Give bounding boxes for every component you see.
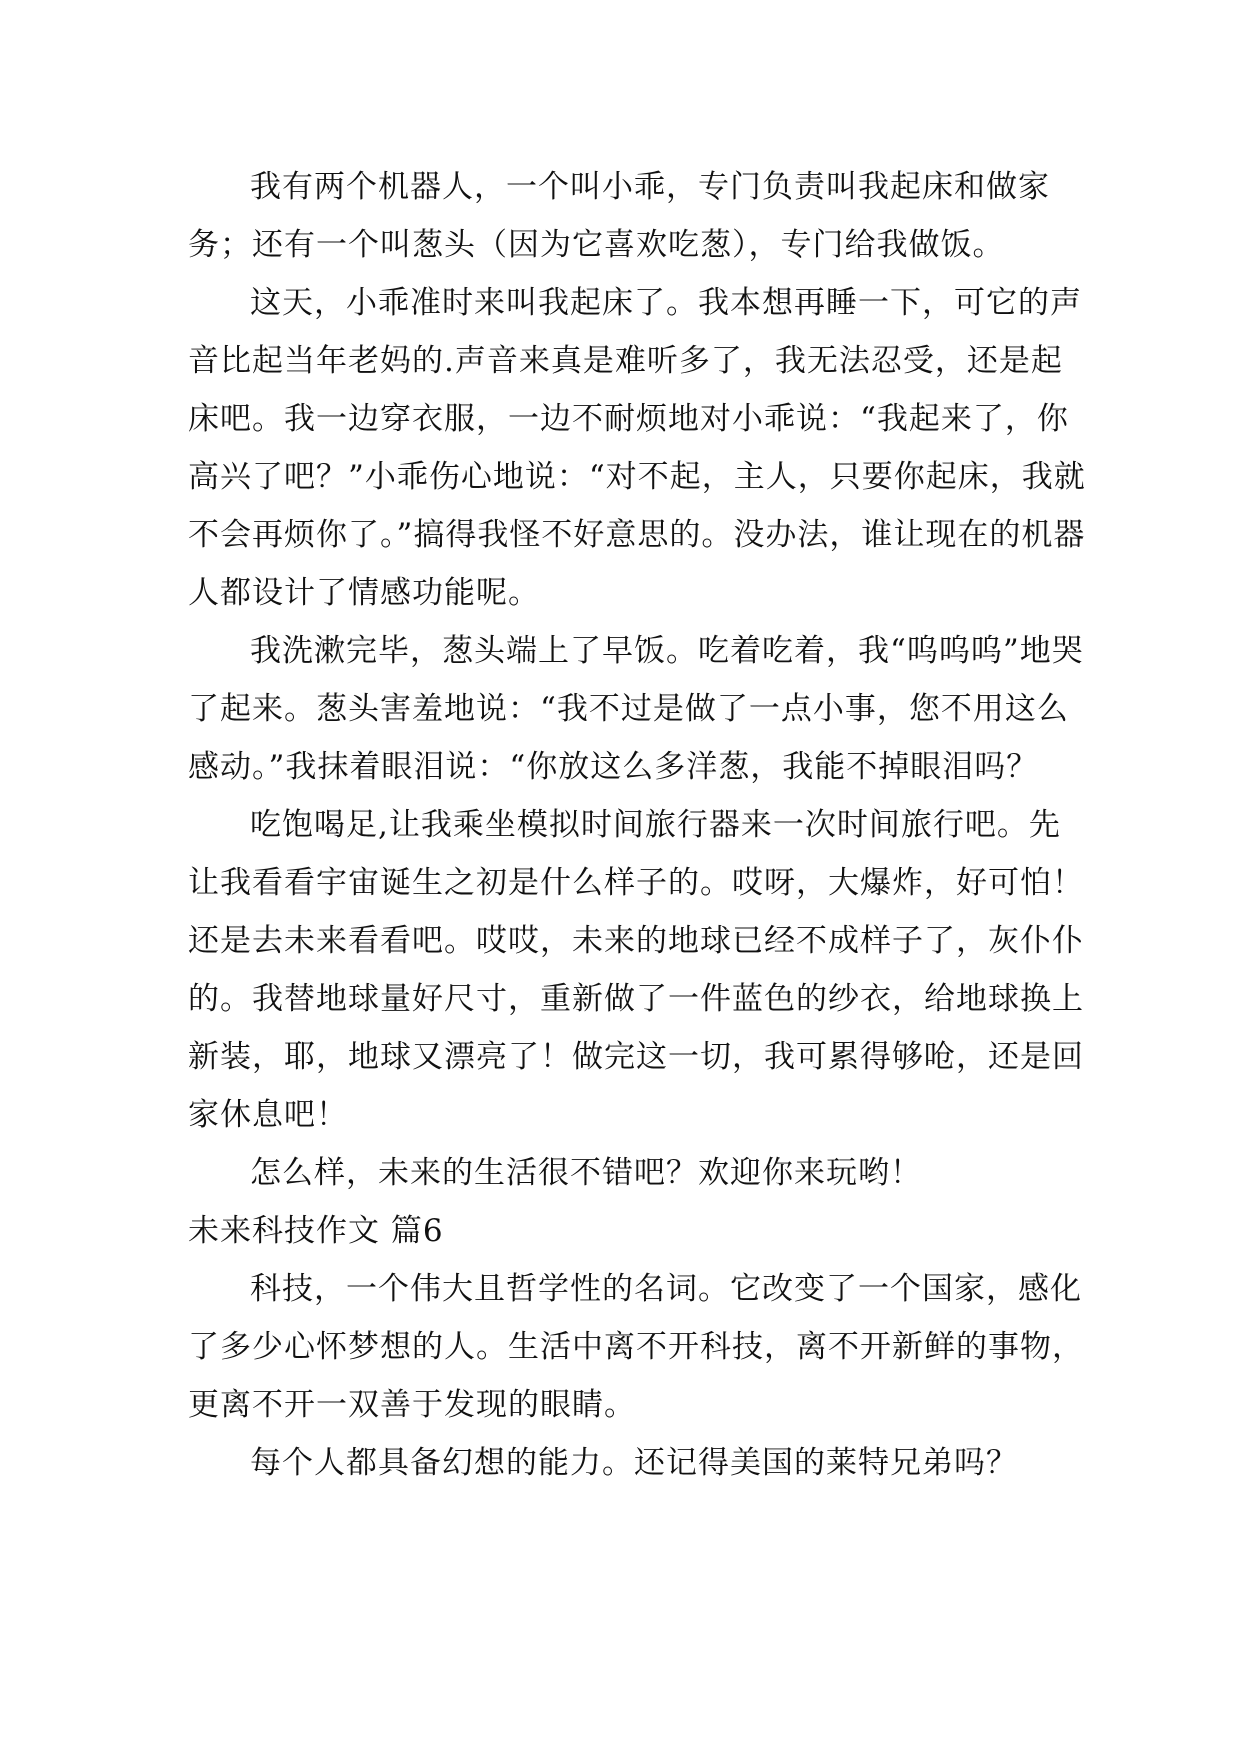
paragraph-conclusion: 怎么样，未来的生活很不错吧？欢迎你来玩哟！ <box>250 1155 922 1191</box>
paragraph-time-travel: 吃饱喝足,让我乘坐模拟时间旅行器来一次时间旅行吧。先让我看看宇宙诞生之初是什么样子的。哎呀，大爆炸，好可怕！还是去未来看看吧。哎哎，未来的地球已经不成样子了，灰仆仆的。我替地球量好尺寸，重新做了一件蓝色的纱衣，给地球换上新装，耶，地球又漂亮了！做完这一切，我可累得够呛，还是回家休息吧！ <box>188 807 1084 1133</box>
paragraph-breakfast: 我洗漱完毕，葱头端上了早饭。吃着吃着，我“呜呜呜”地哭了起来。葱头害羞地说：“我不过是做了一点小事，您不用这么感动。”我抹着眼泪说：“你放这么多洋葱，我能不掉眼泪吗？ <box>188 633 1084 785</box>
section-heading: 未来科技作文 篇6 <box>188 1213 444 1249</box>
document-body <box>188 158 1088 1492</box>
paragraph-wake-up: 这天，小乖准时来叫我起床了。我本想再睡一下，可它的声音比起当年老妈的.声音来真是难听多了，我无法忍受，还是起床吧。我一边穿衣服，一边不耐烦地对小乖说：“我起来了，你高兴了吧？”小乖伤心地说：“对不起，主人，只要你起床，我就不会再烦你了。”搞得我怪不好意思的。没办法，谁让现在的机器人都设计了情感功能呢。 <box>188 285 1086 611</box>
paragraph-imagination: 每个人都具备幻想的能力。还记得美国的莱特兄弟吗？ <box>250 1445 1018 1481</box>
paragraph-technology: 科技，一个伟大且哲学性的名词。它改变了一个国家，感化了多少心怀梦想的人。生活中离不开科技，离不开新鲜的事物，更离不开一双善于发现的眼睛。 <box>188 1271 1084 1423</box>
paragraph-robots-intro: 我有两个机器人，一个叫小乖，专门负责叫我起床和做家务；还有一个叫葱头（因为它喜欢吃葱），专门给我做饭。 <box>188 169 1050 263</box>
